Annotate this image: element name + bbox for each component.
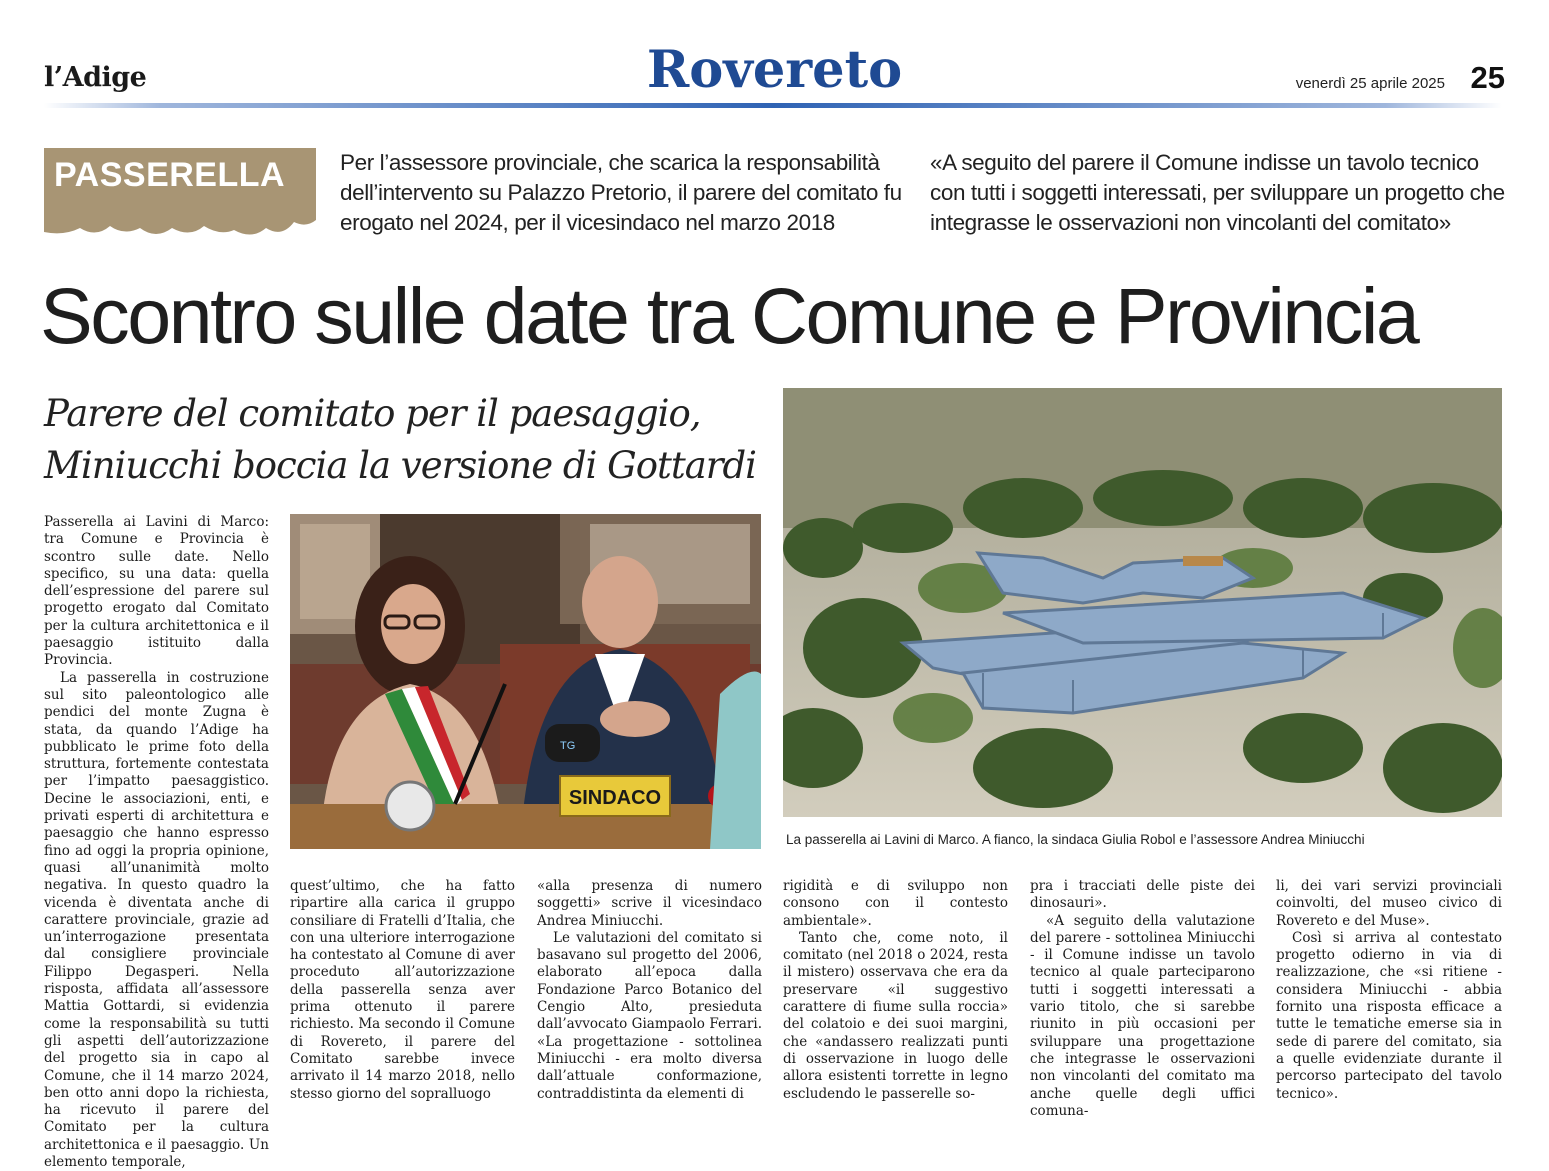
photo-mayor-assessor [290,514,761,849]
page-number: 25 [1470,60,1505,95]
paragraph: pra i tracciati delle piste dei dinosauri». [1030,878,1255,912]
paragraph: Così si arriva al contestato progetto odierno in via di realizzazione, che «si ritiene - considera Miniucchi - abbia fornito una risposta efficace a tutte le tematiche emerse sia in sede di parere del comitato, sia a quelle evidenziate durante il percorso partecipato del tavolo tecnico». [1276,929,1502,1102]
kicker-badge [44,148,316,240]
masthead-logo: l’Adige [44,62,147,93]
header-rule [44,103,1502,108]
article-column-5 [1030,878,1255,1120]
issue-date: venerdì 25 aprile 2025 [1295,75,1445,92]
article-column-4 [783,878,1008,1103]
article-column-6 [1276,878,1502,1103]
sindaco-sign: SINDACO [568,787,662,809]
subheadline-line-2: Miniucchi boccia la versione di Gottardi [44,444,756,487]
paragraph: Passerella ai Lavini di Marco: tra Comune e Provincia è scontro sulle date. Nello specifico, su una data: quella dell’espressione del parere sul progetto erogato dal Comitato per la cultura architettonica e il paesaggio istituito dalla Provincia. [44,514,269,669]
paragraph: «alla presenza di numero soggetti» scrive il vicesindaco Andrea Miniucchi. [537,878,762,929]
intro-quote: «A seguito del parere il Comune indisse un tavolo tecnico con tutti i soggetti interessati, per sviluppare un progetto che integrasse le osservazioni non vincolanti del comitato» [930,150,1505,235]
article-column-1 [44,514,269,1171]
article-column-3 [537,878,762,1103]
article-column-2 [290,878,515,1103]
photo-walkway [783,388,1502,817]
photo-caption: La passerella ai Lavini di Marco. A fianco, la sindaca Giulia Robol e l’assessore Andrea Miniucchi [786,832,1365,847]
section-title: Rovereto [646,40,903,100]
paragraph: quest’ultimo, che ha fatto ripartire alla carica il gruppo consiliare di Fratelli d’Italia, che con una ulteriore interrogazione ha contestato al Comune di aver proceduto all’autorizzazione della passerella senza aver prima ottenuto il parere richiesto. Ma secondo il Comune di Rovereto, il parere del Comitato sarebbe invece arrivato il 14 marzo 2018, nello stesso giorno del sopralluogo [290,878,515,1102]
paragraph: La passerella in costruzione sul sito paleontologico alle pendici del monte Zugna è stata, da quando l’Adige ha pubblicato le prime foto della struttura, fortemente contestata per l’impatto paesaggistico. Decine le associazioni, enti, e privati esperti di architettura e paesaggio che hanno espresso fino ad oggi la propria opinione, quasi all’unanimità molto negativa. In questo quadro la vicenda è diventata anche di carattere provinciale, grazie ad un’interrogazione presentata dal consigliere provinciale Filippo Degasperi. Nella risposta, affidata all’assessore Mattia Gottardi, si evidenzia come la responsabilità su tutti gli aspetti dell’autorizzazione del progetto sia in capo al Comune, che il 14 marzo 2024, ben otto anni dopo la richiesta, ha ricevuto il parere del Comitato per la cultura architettonica e il paesaggio. Un elemento temporale, [44,669,269,1170]
paragraph: Tanto che, come noto, il comitato (nel 2018 o 2024, resta il mistero) osservava che era da preservare «il suggestivo carattere di fiume sulla roccia» del colatoio e dei suoi margini, che «andassero realizzati punti di osservazione in luogo delle allora esistenti torrette in legno escludendo le passerelle so- [783,929,1008,1102]
paragraph: «A seguito della valutazione del parere - sottolinea Miniucchi - il Comune indisse un tavolo tecnico al quale parteciparono tutti i soggetti interessati a vario titolo, che si sarebbe riunito in più occasioni per sviluppare una progettazione che integrasse le osservazioni non vincolanti del comitato ma anche quelle degli uffici comuna- [1030,912,1255,1119]
svg-text:TG: TG [560,740,576,752]
paragraph: li, dei vari servizi provinciali coinvolti, del museo civico di Rovereto e del Muse». [1276,878,1502,929]
intro-summary: Per l’assessore provinciale, che scarica la responsabilità dell’intervento su Palazzo Pretorio, il parere del comitato fu erogato nel 2024, per il vicesindaco nel marzo 2018 [340,150,902,235]
kicker-label: PASSERELLA [54,156,286,194]
subheadline [44,388,774,492]
headline: Scontro sulle date tra Comune e Provincia [40,271,1418,360]
subheadline-line-1: Parere del comitato per il paesaggio, [44,392,701,435]
paragraph: Le valutazioni del comitato si basavano sul progetto del 2006, elaborato all’epoca dalla Fondazione Parco Botanico del Cengio Alto, presieduta dall’avvocato Giampaolo Ferrari. «La progettazione - sottolinea Miniucchi - era molto diversa dall’attuale conformazione, contraddistinta da elementi di [537,929,762,1102]
paragraph: rigidità e di sviluppo non consono con il contesto ambientale». [783,878,1008,929]
